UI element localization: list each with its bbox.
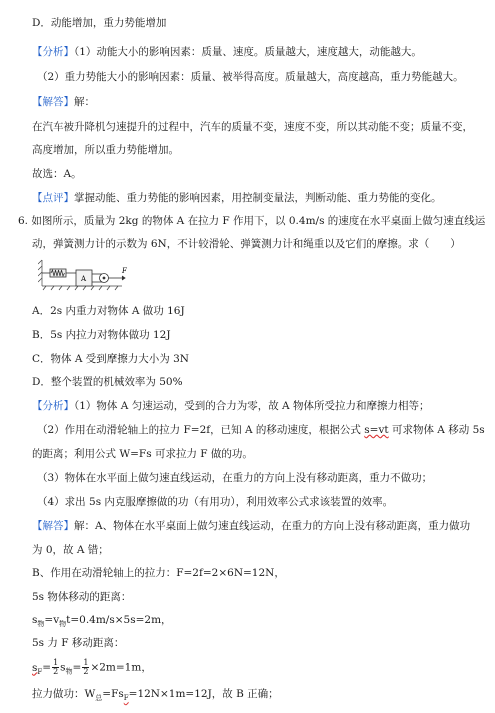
analysis-1-line-2: （2）重力势能大小的影响因素：质量、被举得高度。质量越大，高度越高，重力势能越大。 bbox=[37, 71, 464, 83]
option-b: B．5s 内拉力对物体做功 12J bbox=[32, 329, 171, 341]
answer-tag: 【解答】 bbox=[32, 96, 74, 108]
analysis-tag: 【分析】 bbox=[32, 46, 74, 58]
answer-1-line-1: 在汽车被升降机匀速提升的过程中，汽车的质量不变，速度不变，所以其动能不变；质量不变， bbox=[32, 121, 473, 133]
answer-1-choice: 故选：A。 bbox=[32, 168, 82, 180]
analysis-2-line-3: 的距离；利用公式 W=Fs 可求拉力 F 做的功。 bbox=[32, 448, 253, 460]
block-a-label: A bbox=[81, 275, 87, 283]
question-number: 6. bbox=[18, 215, 29, 227]
pulley-icon bbox=[92, 274, 125, 283]
answer-tag: 【解答】 bbox=[32, 520, 74, 532]
question-6-stem-1: 6. 如图所示，质量为 2kg 的物体 A 在拉力 F 作用下，以 0.4m/s 的速度在水平桌面上做匀速直线运 bbox=[18, 215, 486, 227]
table-surface bbox=[42, 286, 122, 290]
answer-1-line-2: 高度增加，所以重力势能增加。 bbox=[32, 144, 179, 156]
answer-1-header: 【解答】解： bbox=[32, 96, 95, 108]
option-c: C．物体 A 受到摩擦力大小为 3N bbox=[32, 353, 189, 365]
fraction-one-half: $\frac{1}{2}$ bbox=[53, 658, 59, 676]
pulley-diagram bbox=[38, 256, 130, 294]
answer-2-distance-equation: $s_物=v_物t=0.4m/s\times 5s=2m$， bbox=[32, 614, 172, 629]
formula-s-vt: s=vt bbox=[364, 424, 389, 436]
answer-2-line-1: 【解答】解：A、物体在水平桌面上做匀速直线运动，在重力的方向上没有移动距离，重力做功 bbox=[32, 520, 471, 532]
previous-option-d: D．动能增加，重力势能增加 bbox=[32, 17, 167, 29]
answer-2-line-3: B、作用在动滑轮轴上的拉力：F=2f=2×6N=12N， bbox=[32, 567, 285, 579]
option-d: D．整个装置的机械效率为 50% bbox=[32, 376, 183, 388]
analysis-2-line-2: （2）作用在动滑轮轴上的拉力 F=2f，已知 A 的移动速度，根据公式 s=vt 可求物体 A 移动 5s bbox=[37, 424, 485, 436]
answer-2-line-4: 5s 物体移动的距离： bbox=[32, 591, 132, 603]
comment-tag: 【点评】 bbox=[32, 192, 74, 204]
analysis-2-line-5: （4）求出 5s 内克服摩擦做的功（有用功），利用效率公式求该装置的效率。 bbox=[37, 496, 394, 508]
analysis-2-line-4: （3）物体在水平面上做匀速直线运动，在重力的方向上没有移动距离，重力不做功； bbox=[37, 472, 433, 484]
formula-w-fs: W=Fs bbox=[119, 448, 152, 460]
option-a: A．2s 内重力对物体 A 做功 16J bbox=[32, 305, 185, 317]
answer-2-line-6: 5s 力 F 移动距离： bbox=[32, 637, 125, 649]
answer-2-line-2: 为 0，故 A 错； bbox=[32, 544, 109, 556]
fraction-one-half-2: $\frac{1}{2}$ bbox=[83, 658, 89, 676]
question-6-stem-2: 动，弹簧测力计的示数为 6N，不计较滑轮、弹簧测力计和绳重以及它们的摩擦。求（ ） bbox=[32, 238, 461, 250]
comment-1: 【点评】掌握动能、重力势能的影响因素，用控制变量法，判断动能、重力势能的变化。 bbox=[32, 192, 442, 204]
analysis-tag: 【分析】 bbox=[32, 400, 74, 412]
answer-2-work-equation: 拉力做功：$W_总=Fs_F=12N\times 1m=12J$，故 B 正确； bbox=[32, 688, 279, 703]
analysis-1-line-1: 【分析】（1）动能大小的影响因素：质量、速度。质量越大，速度越大，动能越大。 bbox=[32, 46, 422, 58]
force-f-label: F bbox=[122, 267, 127, 275]
wall-hatching bbox=[38, 260, 42, 286]
analysis-2-line-1: 【分析】（1）物体 A 匀速运动，受到的合力为零，故 A 物体所受拉力和摩擦力相等； bbox=[32, 400, 430, 412]
answer-2-sf-equation: $s_F=$ $\frac{1}{2}$ $s_物=$ $\frac{1}{2}$ ×2m=1m， bbox=[32, 658, 152, 676]
spring-scale-icon bbox=[42, 269, 76, 277]
